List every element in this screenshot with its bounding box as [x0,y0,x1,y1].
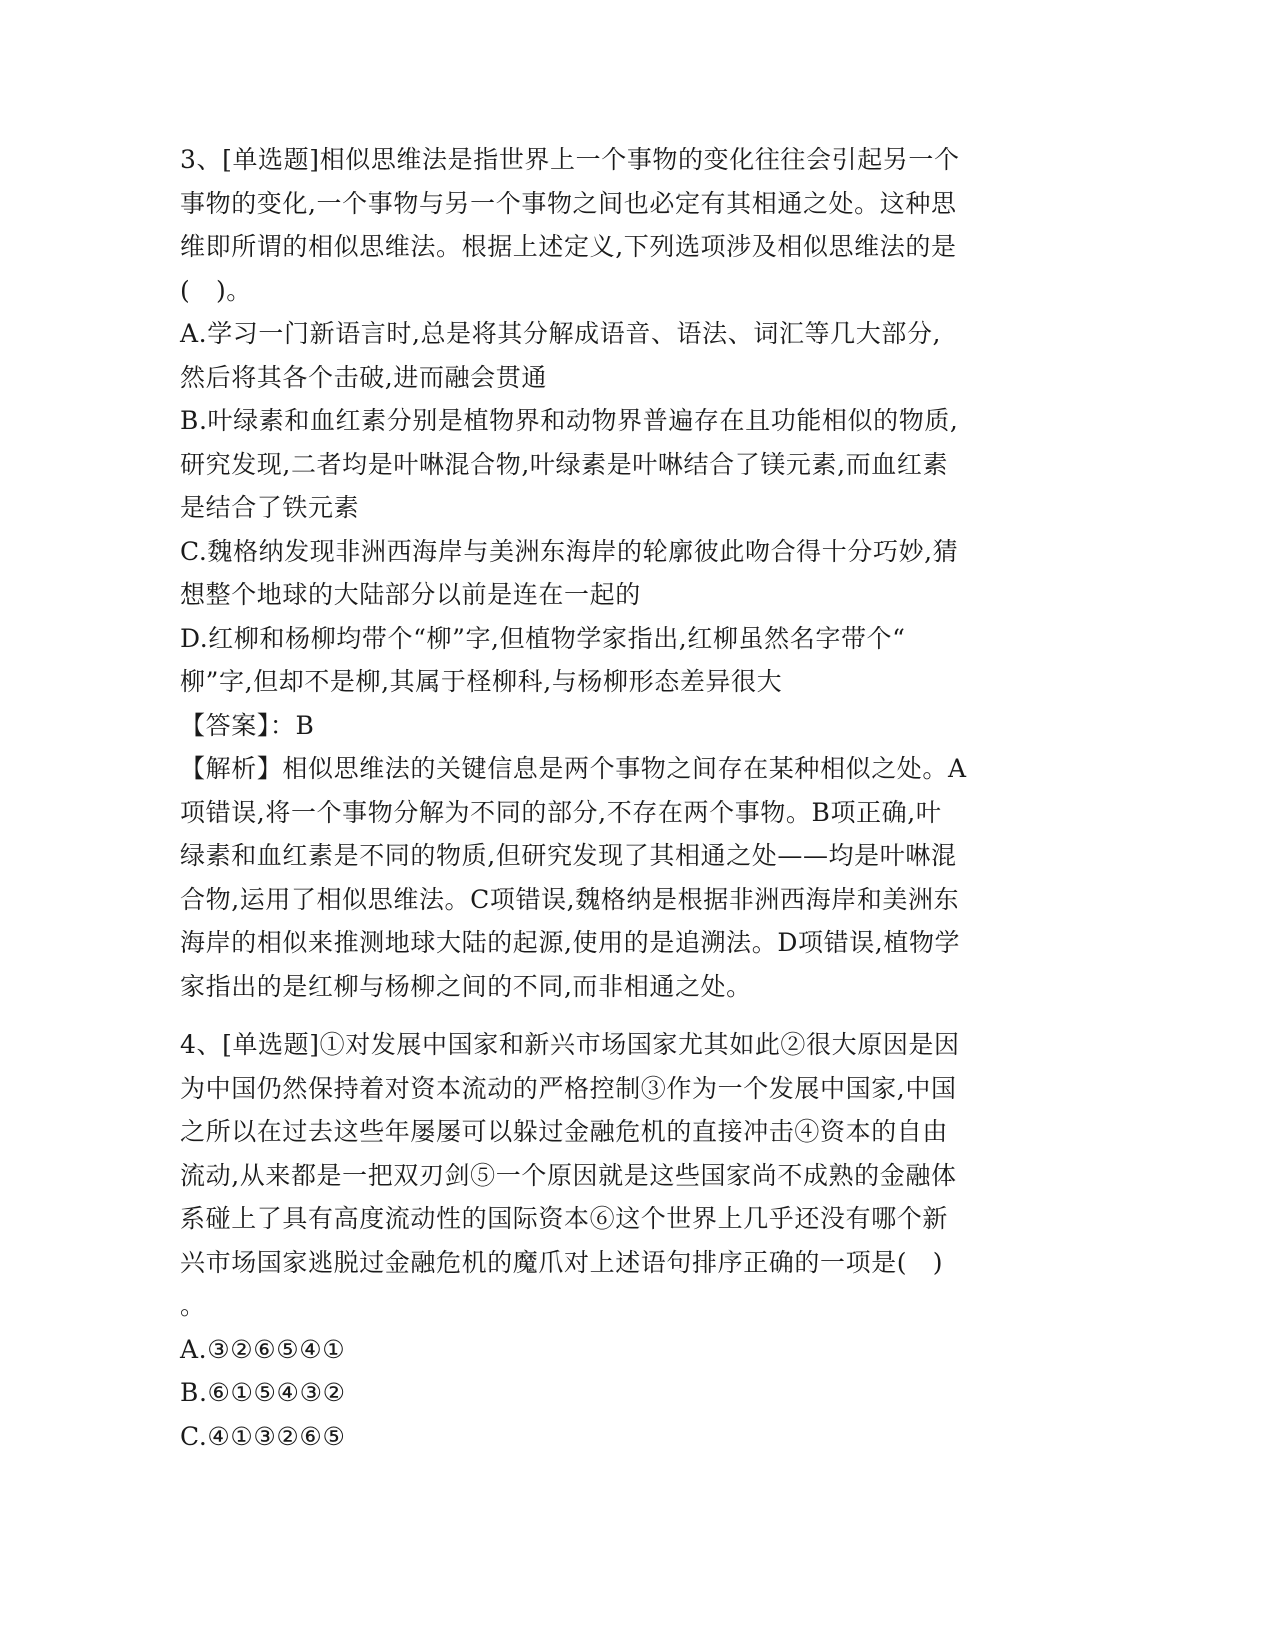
text-line: 流动,从来都是一把双刃剑⑤一个原因就是这些国家尚不成熟的金融体 [180,1160,957,1190]
question-4-stem [180,1023,1040,1328]
text-line: 。 [180,1291,206,1320]
text-line: 然后将其各个击破,进而融会贯通 [180,362,547,392]
question-3 [180,138,1040,1008]
question-3-answer: 【答案】：B [180,710,315,740]
text-line: B.叶绿素和血红素分别是植物界和动物界普遍存在且功能相似的物质, [180,406,959,435]
text-line: 为中国仍然保持着对资本流动的严格控制③作为一个发展中国家,中国 [180,1073,957,1103]
question-3-option-a [180,312,1040,399]
question-3-option-b [180,399,1040,530]
question-3-option-d [180,617,1040,704]
text-line: 绿素和血红素是不同的物质,但研究发现了其相通之处——均是叶啉混 [180,841,957,870]
question-3-option-c [180,530,1040,617]
question-4-option-b: B.⑥①⑤④③② [180,1378,346,1407]
text-line: 维即所谓的相似思维法。根据上述定义,下列选项涉及相似思维法的是 [180,232,957,261]
text-line: 想整个地球的大陆部分以前是连在一起的 [180,580,641,609]
text-line: A.学习一门新语言时,总是将其分解成语音、语法、词汇等几大部分, [180,319,942,348]
text-line: 研究发现,二者均是叶啉混合物,叶绿素是叶啉结合了镁元素,而血红素 [180,449,949,479]
question-4-options [180,1328,1040,1459]
question-4 [180,1023,1040,1458]
document-page [180,138,1040,1458]
text-line: 【解析】相似思维法的关键信息是两个事物之间存在某种相似之处。A [180,754,967,783]
question-3-analysis [180,747,1040,1008]
text-line: 海岸的相似来推测地球大陆的起源,使用的是追溯法。D项错误,植物学 [180,928,961,957]
question-4-option-c: C.④①③②⑥⑤ [180,1421,346,1451]
question-3-stem [180,138,1040,312]
question-4-option-a: A.③②⑥⑤④① [180,1334,346,1364]
text-line: C.魏格纳发现非洲西海岸与美洲东海岸的轮廓彼此吻合得十分巧妙,猜 [180,536,959,566]
text-line: 合物,运用了相似思维法。C项错误,魏格纳是根据非洲西海岸和美洲东 [180,884,960,914]
text-line: 项错误,将一个事物分解为不同的部分,不存在两个事物。B项正确,叶 [180,797,942,827]
text-line: 兴市场国家逃脱过金融危机的魔爪对上述语句排序正确的一项是( ) [180,1247,944,1277]
text-line: 是结合了铁元素 [180,493,360,522]
text-line: 3、[单选题]相似思维法是指世界上一个事物的变化往往会引起另一个 [180,145,960,174]
text-line: 之所以在过去这些年屡屡可以躲过金融危机的直接冲击④资本的自由 [180,1117,949,1146]
text-line: ( )。 [180,275,252,305]
text-line: 家指出的是红柳与杨柳之间的不同,而非相通之处。 [180,971,752,1001]
text-line: 事物的变化,一个事物与另一个事物之间也必定有其相通之处。这种思 [180,188,957,218]
text-line: 系碰上了具有高度流动性的国际资本⑥这个世界上几乎还没有哪个新 [180,1204,949,1233]
text-line: 4、[单选题]①对发展中国家和新兴市场国家尤其如此②很大原因是因 [180,1030,960,1059]
text-line: D.红柳和杨柳均带个“柳”字,但植物学家指出,红柳虽然名字带个“ [180,623,906,653]
question-spacer [180,1008,1040,1023]
text-line: 柳”字,但却不是柳,其属于柽柳科,与杨柳形态差异很大 [180,667,783,696]
